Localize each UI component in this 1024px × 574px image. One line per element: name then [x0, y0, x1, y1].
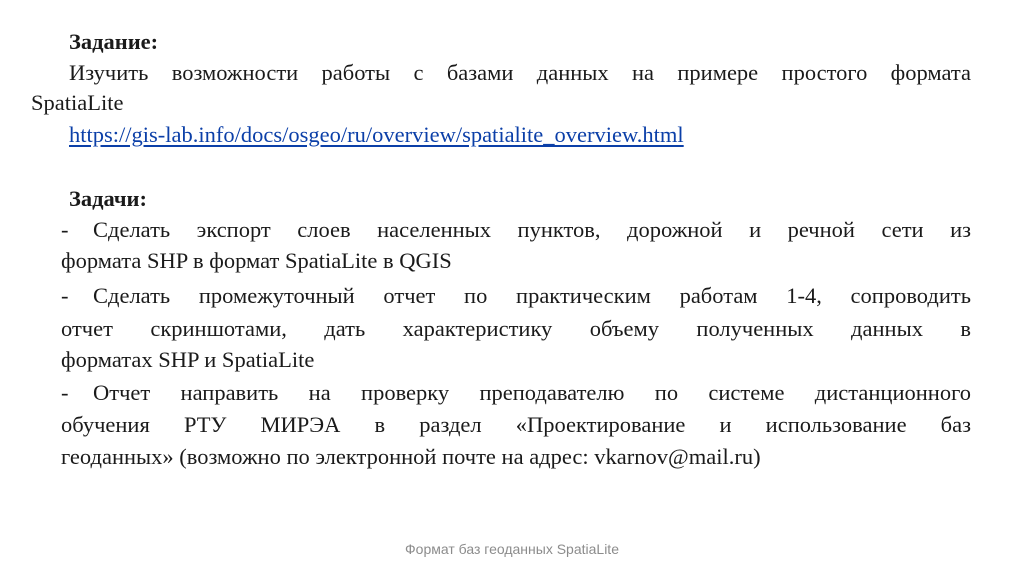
task-item-2-line1	[61, 281, 971, 311]
task-item-2-line3: форматах SHP и SpatiaLite	[61, 347, 315, 372]
task-item-3-line1	[61, 378, 971, 408]
task-item-1-text: Сделать экспорт слоев населенных пунктов, дорожной и речной сети из	[93, 217, 971, 242]
task-item-1-line1	[61, 215, 971, 245]
bullet-dash: -	[61, 217, 69, 242]
task-link[interactable]: https://gis-lab.info/docs/osgeo/ru/overview/spatialite_overview.html	[69, 122, 684, 147]
task-item-2-text: Сделать промежуточный отчет по практическим работам 1-4, сопроводить	[93, 283, 971, 308]
task-item-2-line2: отчет скриншотами, дать характеристику объему полученных данных в	[61, 316, 971, 341]
task-text-line2: SpatiaLite	[31, 90, 124, 115]
task-item-3-line2: обучения РТУ МИРЭА в раздел «Проектирование и использование баз	[61, 412, 971, 437]
task-item-1-line2: формата SHP в формат SpatiaLite в QGIS	[61, 248, 452, 273]
tasks-heading: Задачи:	[69, 186, 148, 211]
task-text-line1: Изучить возможности работы с базами данных на примере простого формата	[69, 60, 971, 85]
bullet-dash: -	[61, 283, 69, 308]
task-heading: Задание:	[69, 29, 159, 54]
bullet-dash: -	[61, 380, 69, 405]
task-item-3-text: Отчет направить на проверку преподавателю по системе дистанционного	[93, 380, 971, 405]
task-item-3-line3: геоданных» (возможно по электронной почте на адрес: vkarnov@mail.ru)	[61, 444, 761, 469]
slide-footer: Формат баз геоданных SpatiaLite	[405, 541, 619, 557]
